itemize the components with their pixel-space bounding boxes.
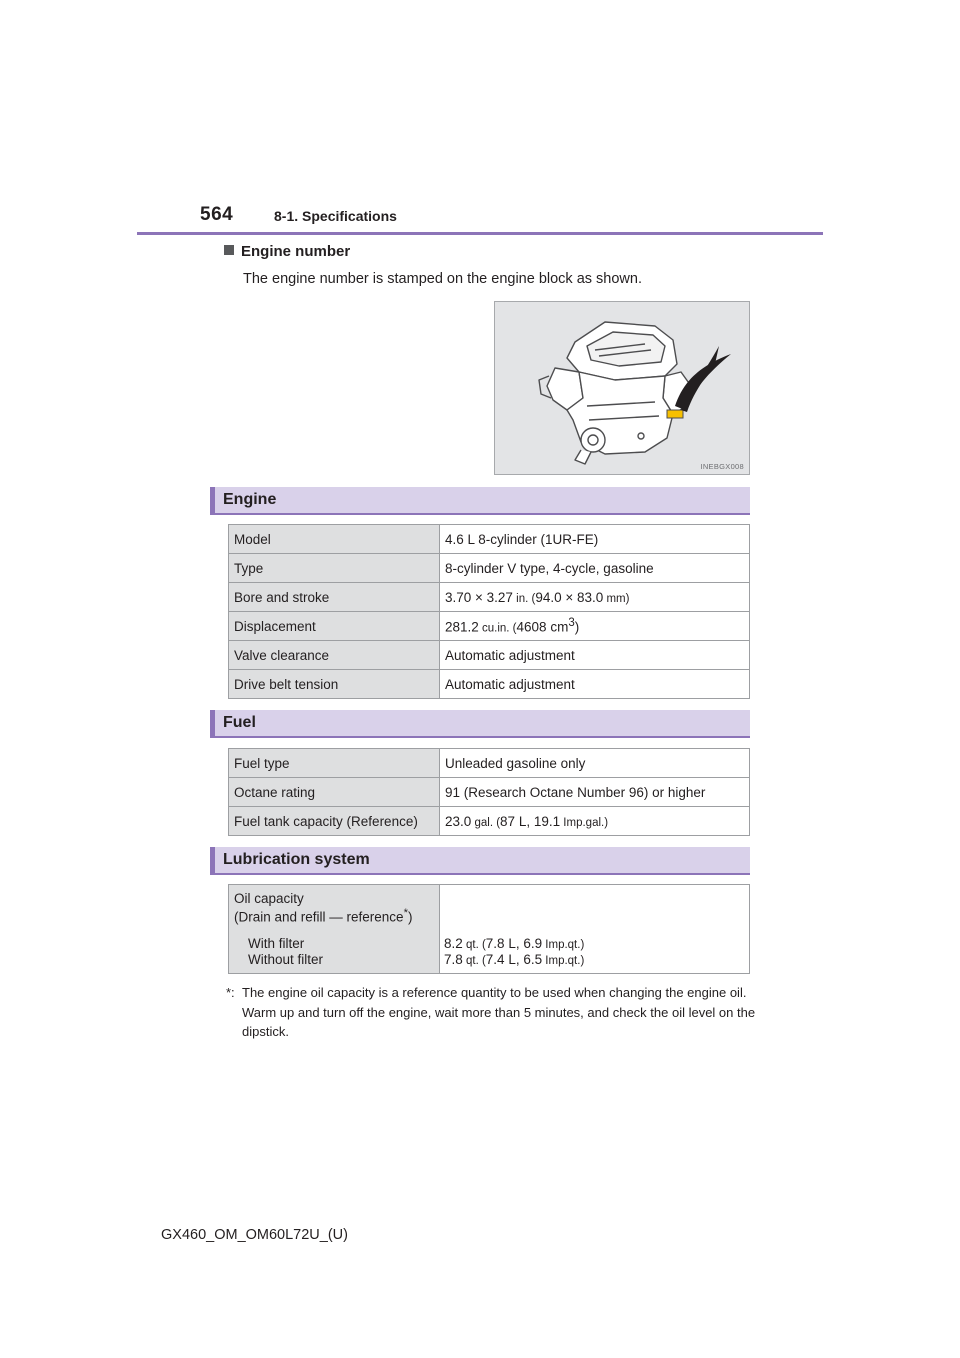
oil-capacity-label: Oil capacity: [234, 891, 304, 906]
table-row: [229, 807, 750, 836]
value-unit: in. (: [512, 592, 536, 605]
table-row: [229, 525, 750, 554]
value-superscript: 3: [568, 617, 575, 630]
drain-refill-close: ): [407, 909, 413, 925]
lubrication-section-title: Lubrication system: [223, 851, 370, 868]
fuel-spec-table: [228, 748, 750, 836]
table-row: [229, 583, 750, 612]
spec-value: [440, 807, 750, 836]
value-unit: qt. (: [462, 939, 486, 951]
value-unit: qt. (: [462, 955, 486, 967]
spec-value: 91 (Research Octane Number 96) or higher: [440, 778, 750, 807]
footnote-mark: *:: [226, 985, 235, 1000]
spec-label: Bore and stroke: [229, 583, 440, 612]
drain-refill-text: (Drain and refill — reference: [234, 909, 404, 925]
figure-code: INEBGX008: [700, 462, 744, 471]
spec-label: Model: [229, 525, 440, 554]
value-unit: Imp.qt.): [542, 955, 585, 967]
value-unit: Imp.gal.): [560, 816, 609, 829]
square-bullet-icon: [224, 245, 234, 255]
footnote-text: The engine oil capacity is a reference quantity to be used when changing the engine oil. Warm up and turn off the engine, wait more than 5 minutes, and check the oil level on the dipstick.: [242, 985, 756, 1039]
with-filter-value: [444, 936, 584, 951]
table-row: [229, 778, 750, 807]
fuel-section-title: Fuel: [223, 714, 256, 731]
spec-label-cell: [229, 885, 440, 973]
spec-value: [440, 612, 750, 641]
spec-value: Automatic adjustment: [440, 670, 750, 699]
value-metric: 7.8 L, 6.9: [485, 936, 543, 951]
engine-section-title: Engine: [223, 491, 277, 508]
footnote: [226, 983, 756, 1042]
header-rule: [137, 232, 823, 235]
value-unit: cm: [546, 619, 569, 635]
engine-block-icon: [495, 302, 749, 474]
spec-label: Octane rating: [229, 778, 440, 807]
footer-document-code: GX460_OM_OM60L72U_(U): [161, 1227, 348, 1243]
value-main: 3.70 × 3.27: [445, 589, 513, 605]
spec-value: [440, 583, 750, 612]
value-unit: Imp.qt.): [542, 939, 585, 951]
topic-description: The engine number is stamped on the engine block as shown.: [243, 271, 642, 287]
value-metric: 7.4 L, 6.5: [485, 952, 543, 967]
value-main: 23.0: [445, 813, 472, 829]
table-row: [229, 612, 750, 641]
topic-heading: [224, 243, 350, 260]
table-row: [229, 554, 750, 583]
without-filter-label: Without filter: [248, 952, 324, 967]
spec-label: Drive belt tension: [229, 670, 440, 699]
table-row: [229, 670, 750, 699]
footnote-star: *: [403, 907, 408, 919]
value-main: 281.2: [445, 619, 479, 635]
page-number: 564: [200, 204, 234, 225]
value-metric: 94.0 × 83.0: [535, 589, 604, 605]
table-row: [229, 749, 750, 778]
spec-label: Fuel type: [229, 749, 440, 778]
spec-value: 4.6 L 8-cylinder (1UR-FE): [440, 525, 750, 554]
value-main: 8.2: [444, 936, 463, 951]
spec-value: Unleaded gasoline only: [440, 749, 750, 778]
lubrication-section-heading: [210, 847, 750, 875]
fuel-section-heading: [210, 710, 750, 738]
lubrication-spec-table: [228, 884, 750, 974]
section-label: 8-1. Specifications: [274, 208, 397, 224]
page-header: [200, 204, 824, 230]
spec-value: 8-cylinder V type, 4-cycle, gasoline: [440, 554, 750, 583]
spec-label: Type: [229, 554, 440, 583]
value-unit: gal. (: [471, 816, 501, 829]
spec-label: Fuel tank capacity (Reference): [229, 807, 440, 836]
value-metric: 4608: [516, 619, 547, 635]
value-close: ): [574, 619, 580, 635]
drain-refill-label: [234, 907, 412, 925]
value-unit: cu.in. (: [478, 622, 517, 635]
value-main: 7.8: [444, 952, 463, 967]
without-filter-value: [444, 952, 584, 967]
spec-value: Automatic adjustment: [440, 641, 750, 670]
engine-illustration: [494, 301, 750, 475]
table-row: [229, 641, 750, 670]
engine-section-heading: [210, 487, 750, 515]
value-metric: 87 L, 19.1: [500, 813, 561, 829]
spec-label: Displacement: [229, 612, 440, 641]
topic-title: Engine number: [241, 243, 351, 260]
with-filter-label: With filter: [248, 936, 305, 951]
spec-label: Valve clearance: [229, 641, 440, 670]
value-unit: mm): [603, 592, 630, 605]
engine-spec-table: [228, 524, 750, 699]
